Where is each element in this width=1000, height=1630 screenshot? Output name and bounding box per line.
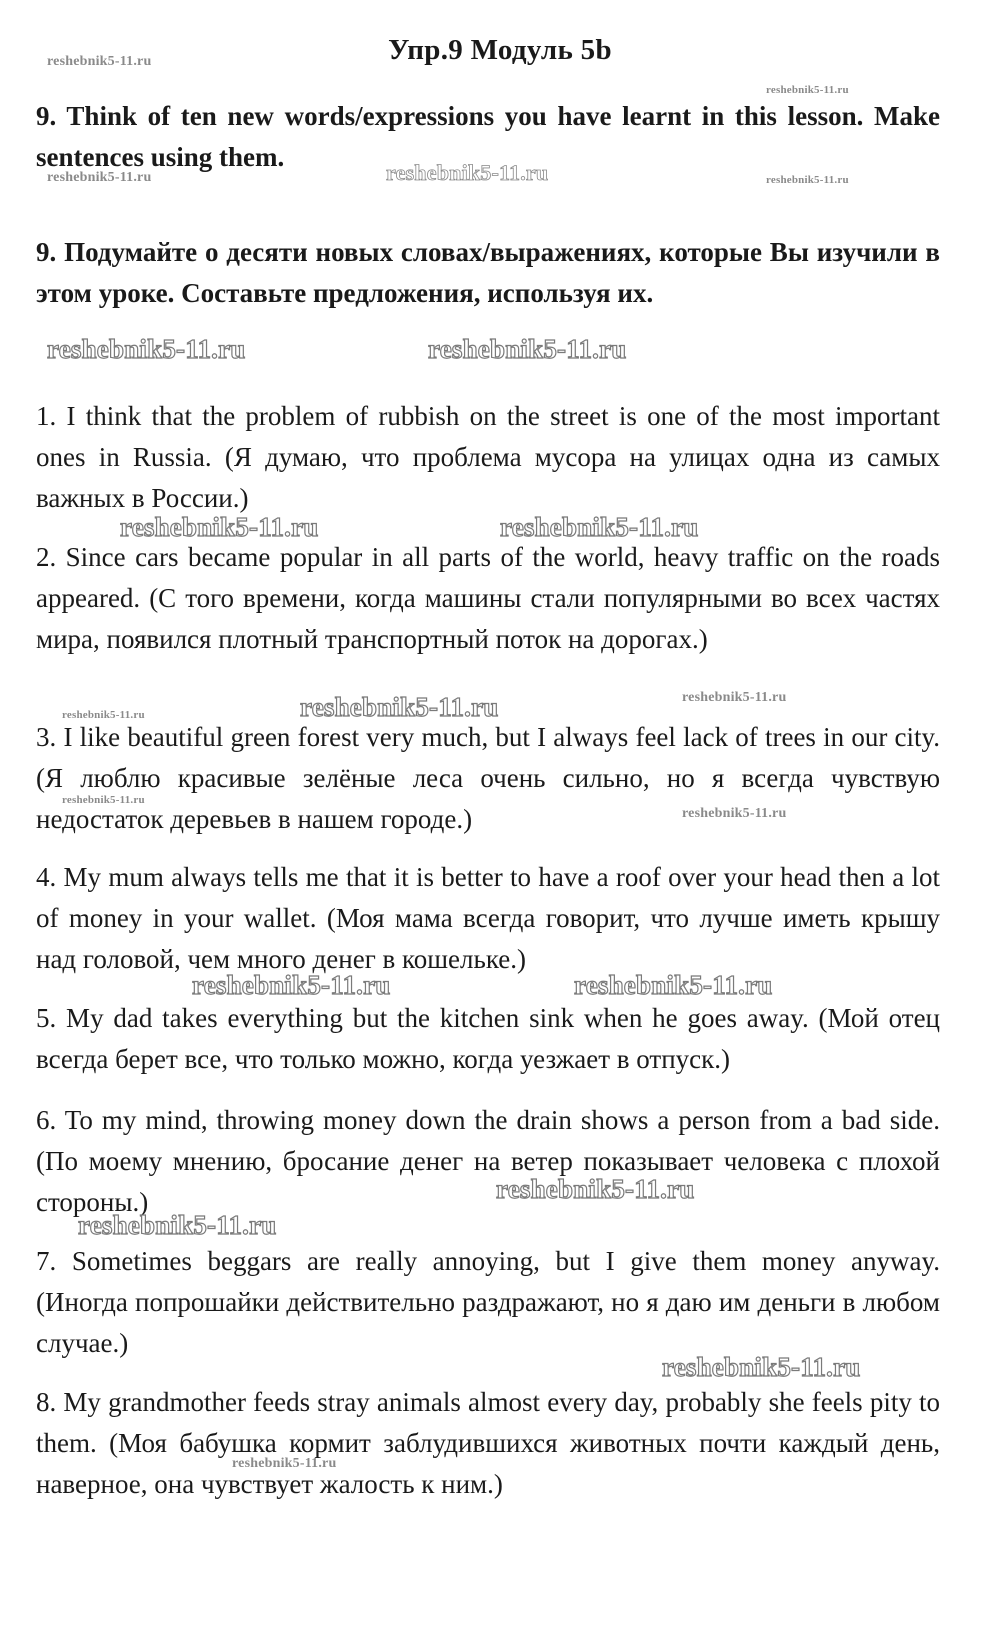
watermark: reshebnik5-11.ru: [47, 334, 246, 364]
watermark: reshebnik5-11.ru: [496, 1174, 695, 1204]
answer-item-7: 7. Sometimes beggars are really annoying, but I give them money anyway. (Иногда попрошайки действительно раздражают, но я даю им деньги в любом случае.): [36, 1246, 940, 1358]
watermark: reshebnik5-11.ru: [62, 794, 145, 806]
answer-item-8: 8. My grandmother feeds stray animals almost every day, probably she feels pity to them. (Моя бабушка кормит заблудившихся животных почти каждый день, наверное, она чувствует жалость к ним.): [36, 1387, 940, 1499]
answer-item-6: 6. To my mind, throwing money down the drain shows a person from a bad side. (По моему мнению, бросание денег на ветер показывает человека с плохой стороны.): [36, 1105, 940, 1217]
watermark: reshebnik5-11.ru: [192, 970, 391, 1000]
watermark: reshebnik5-11.ru: [682, 806, 787, 821]
watermark: reshebnik5-11.ru: [47, 54, 152, 69]
answer-item-1: 1. I think that the problem of rubbish on the street is one of the most important ones in Russia. (Я думаю, что проблема мусора на улицах одна из самых важных в России.): [36, 401, 940, 513]
watermark: reshebnik5-11.ru: [766, 174, 849, 186]
watermark: reshebnik5-11.ru: [78, 1210, 277, 1240]
task-english: 9. Think of ten new words/expressions you have learnt in this lesson. Make sentences using them.: [36, 101, 940, 172]
watermark: reshebnik5-11.ru: [300, 692, 499, 722]
watermark: reshebnik5-11.ru: [232, 1456, 337, 1471]
answer-item-4: 4. My mum always tells me that it is better to have a roof over your head then a lot of money in your wallet. (Моя мама всегда говорит, что лучше иметь крышу над головой, чем много денег в кошельке.): [36, 862, 940, 974]
answer-item-3: 3. I like beautiful green forest very much, but I always feel lack of trees in our city. (Я люблю красивые зелёные леса очень сильно, но я всегда чувствую недостаток деревьев в нашем городе.): [36, 722, 940, 834]
watermark: reshebnik5-11.ru: [500, 512, 699, 542]
watermark: reshebnik5-11.ru: [662, 1352, 861, 1382]
watermark: reshebnik5-11.ru: [428, 334, 627, 364]
task-russian: 9. Подумайте о десяти новых словах/выражениях, которые Вы изучили в этом уроке. Составьте предложения, используя их.: [36, 237, 940, 308]
watermark: reshebnik5-11.ru: [120, 512, 319, 542]
watermark: reshebnik5-11.ru: [574, 970, 773, 1000]
watermark: reshebnik5-11.ru: [47, 170, 152, 185]
answer-item-2: 2. Since cars became popular in all parts of the world, heavy traffic on the roads appeared. (С того времени, когда машины стали популярными во всех частях мира, появился плотный транспортный поток на дорогах.): [36, 542, 940, 654]
page-title: Упр.9 Модуль 5b: [388, 34, 612, 66]
answer-item-5: 5. My dad takes everything but the kitchen sink when he goes away. (Мой отец всегда берет все, что только можно, когда уезжает в отпуск.): [36, 1003, 940, 1074]
watermark: reshebnik5-11.ru: [682, 690, 787, 705]
watermark: reshebnik5-11.ru: [766, 84, 849, 96]
watermark: reshebnik5-11.ru: [62, 709, 145, 721]
watermark: reshebnik5-11.ru: [386, 160, 549, 185]
